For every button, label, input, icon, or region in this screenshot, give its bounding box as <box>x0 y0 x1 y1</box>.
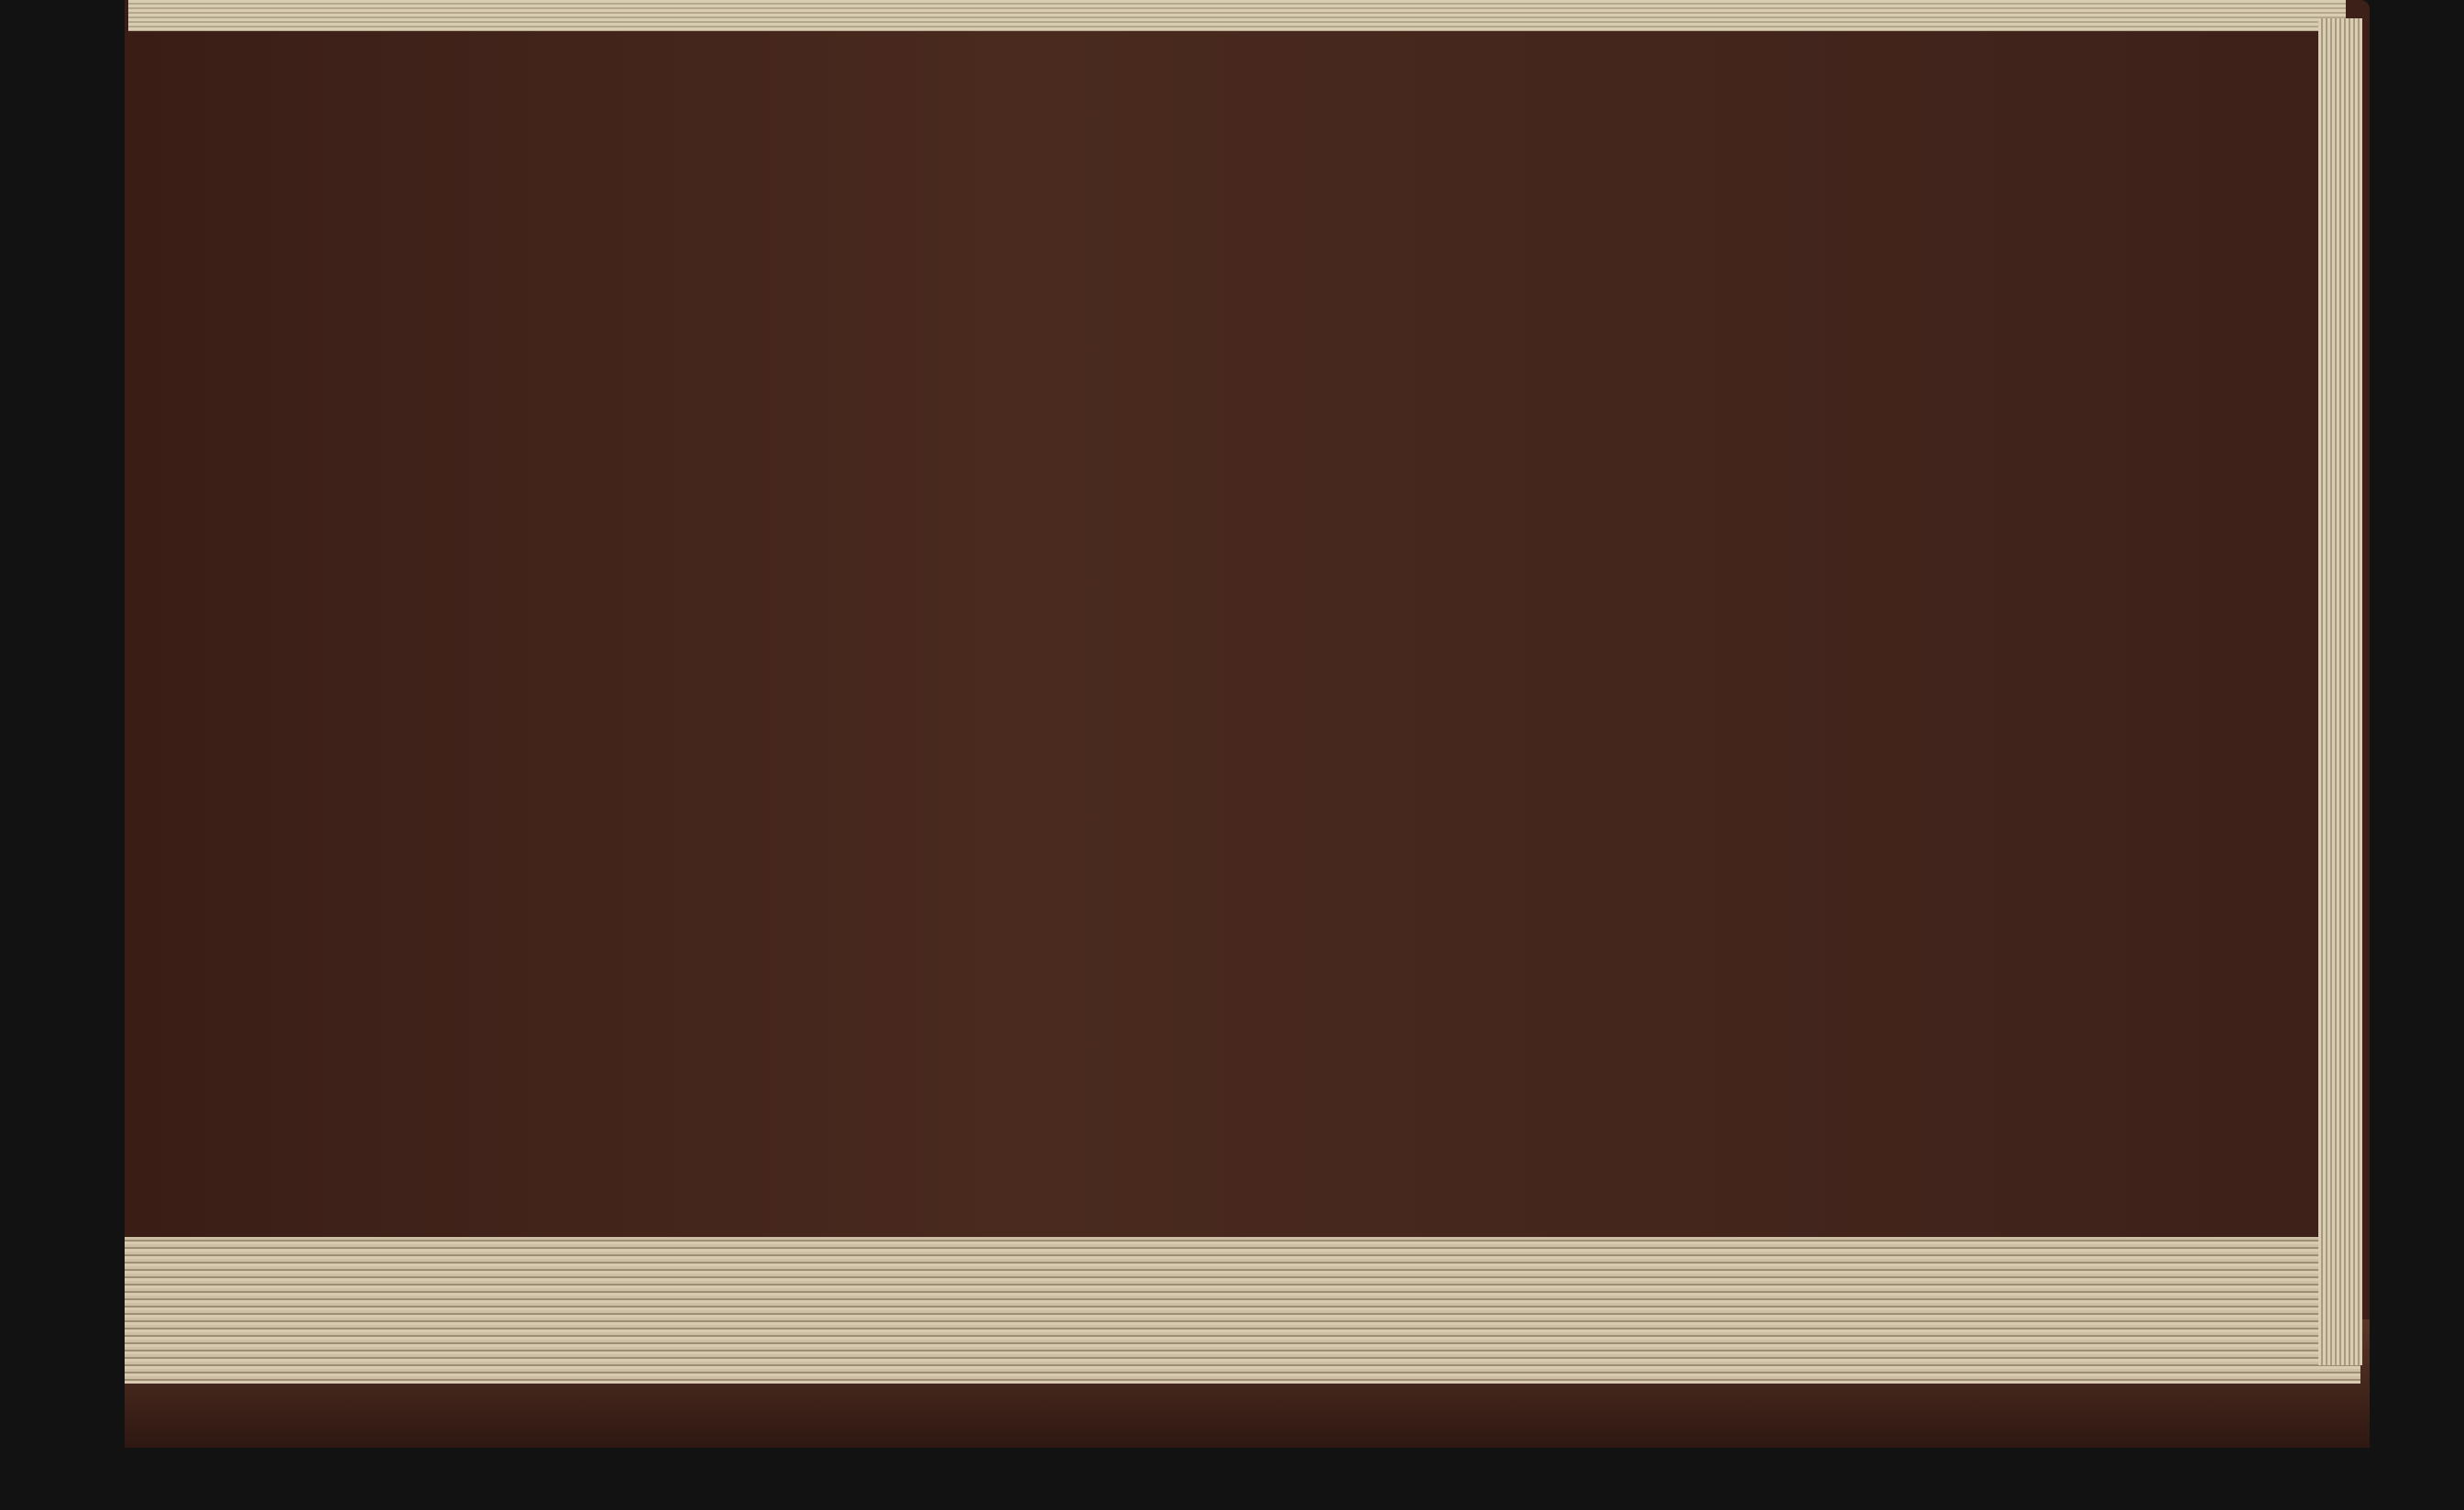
book-cover <box>125 0 2370 1448</box>
page-edges-right <box>2318 18 2362 1365</box>
page-edges-bottom <box>125 1237 2360 1384</box>
page-edges-top <box>128 0 2346 31</box>
